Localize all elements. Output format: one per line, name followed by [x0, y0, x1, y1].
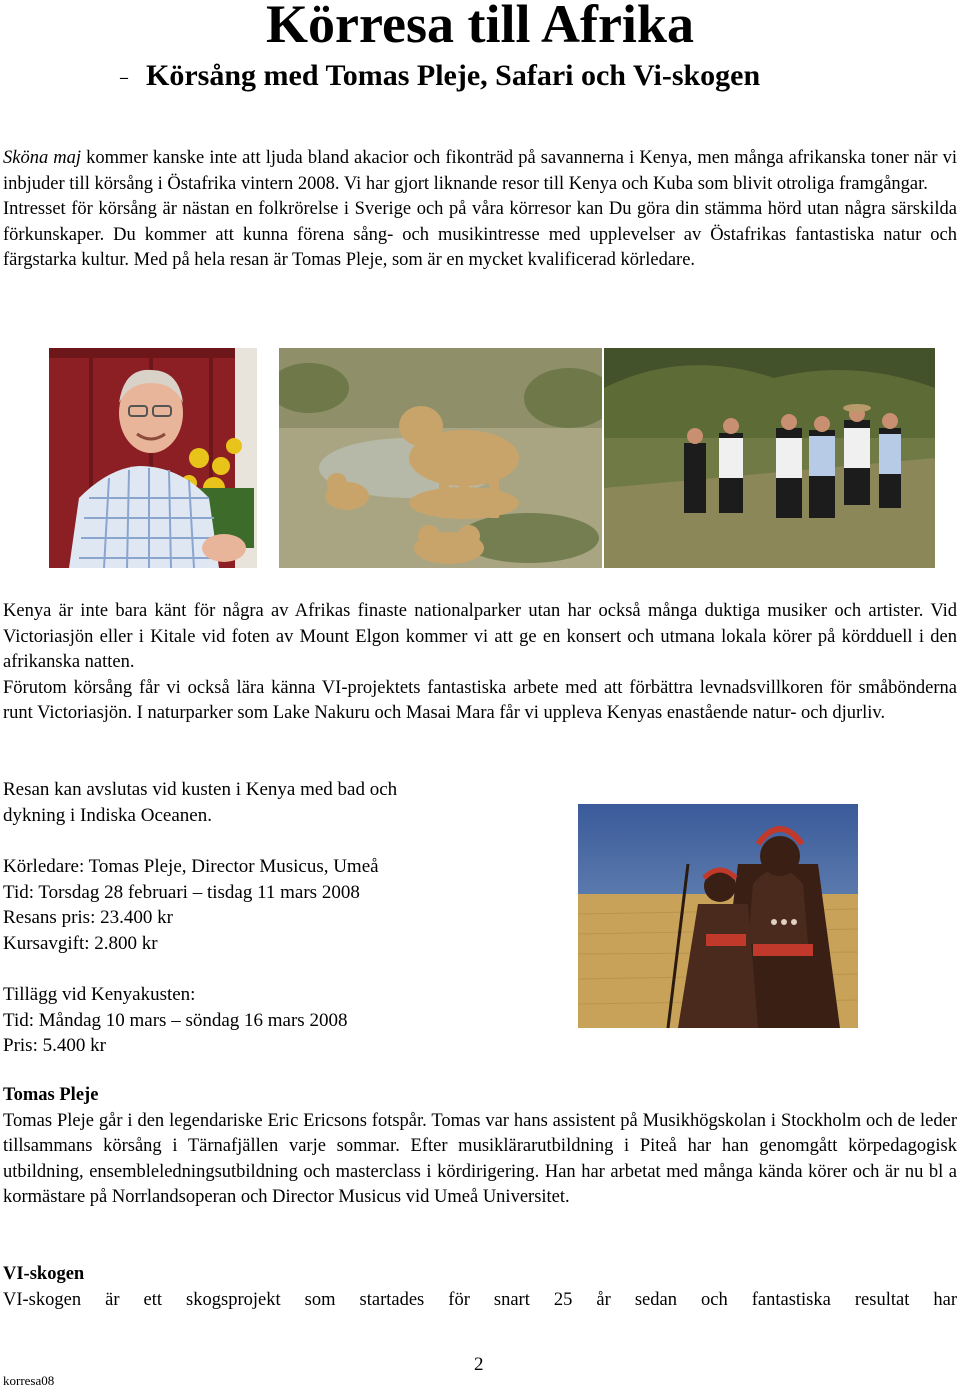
kenya-paragraph-1: Kenya är inte bara känt för några av Afrikas finaste nationalparker utan har också många duktiga musiker och artister. Vid Victoriasjön eller i Kitale vid foten av Mount Elgon kommer vi att ge en konsert och utmana lokala körer på kördduell i den afrikanska natten.: [3, 601, 957, 673]
tomas-heading: Tomas Pleje: [3, 1085, 99, 1105]
extension-time: Tid: Måndag 10 mars – söndag 16 mars 2008: [3, 1009, 348, 1031]
viskogen-heading: VI-skogen: [3, 1264, 85, 1284]
extension-heading: Tillägg vid Kenyakusten:: [3, 984, 196, 1005]
coast-section: [3, 777, 397, 828]
intro-paragraph-2: Intresset för körsång är nästan en folkrörelse i Sverige och på våra körresor kan Du göra din stämma hörd utan några särskilda förkunskaper. Du kommer att kunna förena sång- och musikintresse med upplevelser av Östafrikas fantastiska natur och färgstarka kultur. Med på hela resan är Tomas Pleje, som är en mycket kvalificerad körledare.: [3, 199, 957, 271]
subtitle-dash: –: [120, 69, 128, 87]
tomas-text: Tomas Pleje går i den legendariske Eric Ericsons fotspår. Tomas var hans assistent på Musikhögskolan i Stockholm och de leder tillsammans körsång i Tärnafjällen varje sommar. Efter musiklärarutbildning i Piteå har han genomgått körpedagogisk utbildning, ensembleledningsutbildning och masterclass i kördirigering. Han har arbetat med många kända körer och är nu bl a kormästare på Norrlandsoperan och Director Musicus vid Umeå Universitet.: [3, 1110, 957, 1208]
coast-line-1: Resan kan avslutas vid kusten i Kenya med bad och: [3, 779, 398, 800]
intro-paragraph-1: [3, 146, 957, 197]
extension-details: [3, 982, 347, 1059]
page-subtitle: [120, 58, 760, 96]
page-title: Körresa till Afrika: [266, 0, 694, 54]
detail-course-fee: Kursavgift: 2.800 kr: [3, 932, 158, 954]
photo-tomas-pleje: [49, 348, 257, 568]
intro-lead-italic: Sköna maj: [3, 148, 82, 168]
intro-section: [3, 146, 957, 274]
photo-hiking-group: [604, 348, 935, 568]
coast-line-2: dykning i Indiska Oceanen.: [3, 804, 212, 826]
trip-details: [3, 854, 379, 956]
viskogen-section: [3, 1262, 957, 1313]
document-id: korresa08: [3, 1373, 55, 1388]
kenya-section: [3, 599, 957, 727]
viskogen-text: VI-skogen är ett skogsprojekt som startades för snart 25 år sedan och fantastiska resultat har: [3, 1289, 957, 1310]
kenya-paragraph-2: Förutom körsång får vi också lära känna VI-projektets fantastiska arbete med att förbättra levnadsvillkoren för småbönderna runt Victoriasjön. I naturparker som Lake Nakuru och Masai Mara får vi uppleva Kenyas enastående natur- och djurliv.: [3, 677, 957, 724]
photo-masai-warriors: [578, 804, 858, 1028]
page-number: 2: [474, 1354, 484, 1375]
detail-time: Tid: Torsdag 28 februari – tisdag 11 mars 2008: [3, 881, 360, 903]
photo-lions: [279, 348, 602, 568]
detail-leader: Körledare: Tomas Pleje, Director Musicus, Umeå: [3, 856, 379, 877]
subtitle-text: Körsång med Tomas Pleje, Safari och Vi-skogen: [146, 59, 761, 92]
intro-paragraph-1-text: kommer kanske inte att ljuda bland akacior och fikonträd på savannerna i Kenya, men många afrikanska toner när vi inbjuder till körsång i Östafrika vintern 2008. Vi har gjort liknande resor till Kenya och Kuba som blivit otroliga framgångar.: [3, 148, 958, 194]
tomas-section: [3, 1083, 957, 1211]
detail-price: Resans pris: 23.400 kr: [3, 907, 173, 928]
extension-price: Pris: 5.400 kr: [3, 1035, 106, 1056]
